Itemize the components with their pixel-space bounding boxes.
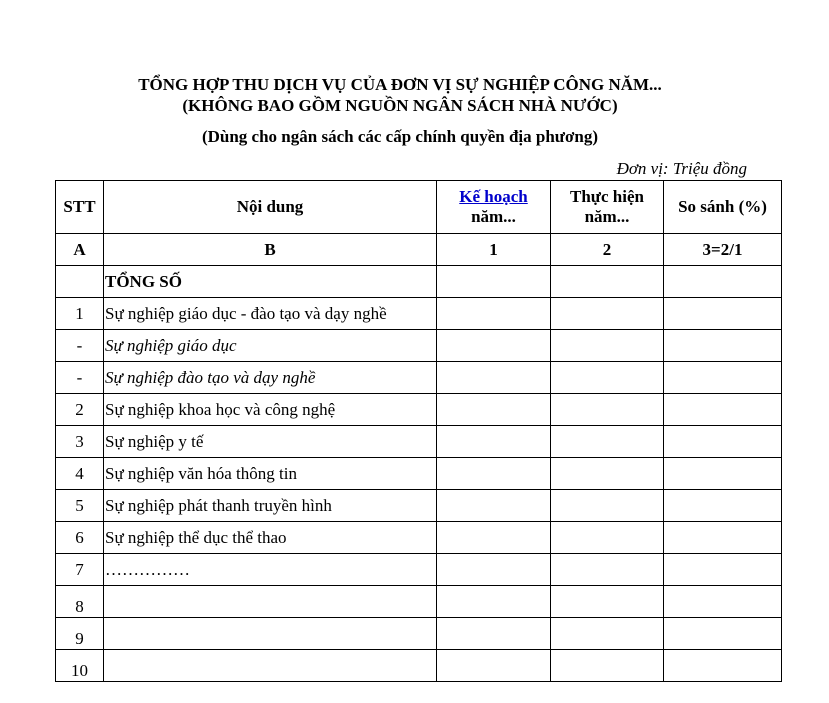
stt-cell: 3 [56, 426, 104, 458]
actual-value-cell [551, 490, 664, 522]
table-row [56, 554, 782, 586]
header-plan [437, 181, 551, 234]
plan-value-cell [437, 458, 551, 490]
table-row [56, 298, 782, 330]
actual-value-cell [551, 554, 664, 586]
plan-value-cell [437, 362, 551, 394]
header-stt: STT [56, 181, 104, 234]
compare-value-cell [664, 266, 782, 298]
stt-cell: 4 [56, 458, 104, 490]
compare-value-cell [664, 650, 782, 682]
stt-cell: 9 [56, 618, 104, 650]
plan-value-cell [437, 586, 551, 618]
compare-value-cell [664, 618, 782, 650]
actual-value-cell [551, 522, 664, 554]
table-row [56, 618, 782, 650]
actual-value-cell [551, 298, 664, 330]
compare-value-cell [664, 458, 782, 490]
content-cell: Sự nghiệp giáo dục - đào tạo và dạy nghề [104, 298, 437, 330]
stt-cell: 5 [56, 490, 104, 522]
table-row [56, 522, 782, 554]
compare-value-cell [664, 522, 782, 554]
unit-label: Đơn vị: Triệu đồng [616, 159, 747, 178]
stt-cell: - [56, 362, 104, 394]
compare-value-cell [664, 330, 782, 362]
table-row [56, 490, 782, 522]
content-cell [104, 618, 437, 650]
plan-value-cell [437, 266, 551, 298]
compare-value-cell [664, 554, 782, 586]
plan-value-cell [437, 554, 551, 586]
table-row [56, 362, 782, 394]
actual-value-cell [551, 426, 664, 458]
content-cell: Sự nghiệp giáo dục [104, 330, 437, 362]
plan-value-cell [437, 490, 551, 522]
actual-value-cell [551, 394, 664, 426]
index-cell: 1 [437, 234, 551, 266]
compare-value-cell [664, 362, 782, 394]
header-compare: So sánh (%) [664, 181, 782, 234]
compare-value-cell [664, 490, 782, 522]
table-row [56, 394, 782, 426]
actual-value-cell [551, 586, 664, 618]
content-cell: …………… [104, 554, 437, 586]
content-cell: TỔNG SỐ [104, 266, 437, 298]
plan-value-cell [437, 394, 551, 426]
plan-value-cell [437, 650, 551, 682]
table-row [56, 586, 782, 618]
plan-value-cell [437, 522, 551, 554]
stt-cell: 1 [56, 298, 104, 330]
index-cell: 3=2/1 [664, 234, 782, 266]
revenue-table [55, 180, 782, 682]
table-row [56, 426, 782, 458]
header-content: Nội dung [104, 181, 437, 234]
table-row [56, 330, 782, 362]
document-title: TỔNG HỢP THU DỊCH VỤ CỦA ĐƠN VỊ SỰ NGHIỆP CÔNG NĂM... [138, 75, 662, 94]
plan-suffix: năm... [471, 207, 516, 226]
index-row [56, 234, 782, 266]
actual-value-cell [551, 266, 664, 298]
plan-value-cell [437, 330, 551, 362]
actual-value-cell [551, 362, 664, 394]
plan-value-cell [437, 298, 551, 330]
stt-cell: 7 [56, 554, 104, 586]
index-cell: A [56, 234, 104, 266]
content-cell: Sự nghiệp y tế [104, 426, 437, 458]
content-cell: Sự nghiệp phát thanh truyền hình [104, 490, 437, 522]
compare-value-cell [664, 298, 782, 330]
actual-value-cell [551, 650, 664, 682]
table-row [56, 266, 782, 298]
content-cell: Sự nghiệp khoa học và công nghệ [104, 394, 437, 426]
table-row [56, 458, 782, 490]
table-row [56, 650, 782, 682]
document-subtitle: (Dùng cho ngân sách các cấp chính quyền địa phương) [201, 127, 599, 146]
document-title-line2: (KHÔNG BAO GỒM NGUỒN NGÂN SÁCH NHÀ NƯỚC) [182, 96, 618, 115]
stt-cell [56, 266, 104, 298]
compare-value-cell [664, 586, 782, 618]
compare-value-cell [664, 394, 782, 426]
plan-value-cell [437, 426, 551, 458]
actual-value-cell [551, 618, 664, 650]
plan-value-cell [437, 618, 551, 650]
content-cell: Sự nghiệp văn hóa thông tin [104, 458, 437, 490]
stt-cell: - [56, 330, 104, 362]
content-cell [104, 650, 437, 682]
stt-cell: 6 [56, 522, 104, 554]
stt-cell: 10 [56, 650, 104, 682]
actual-value-cell [551, 330, 664, 362]
index-cell: 2 [551, 234, 664, 266]
stt-cell: 8 [56, 586, 104, 618]
header-actual [551, 181, 664, 234]
header-row [56, 181, 782, 234]
content-cell: Sự nghiệp đào tạo và dạy nghề [104, 362, 437, 394]
index-cell: B [104, 234, 437, 266]
stt-cell: 2 [56, 394, 104, 426]
plan-link[interactable]: Kế hoạch [459, 187, 528, 206]
actual-value-cell [551, 458, 664, 490]
header-actual-label: Thực hiện năm... [570, 187, 644, 226]
content-cell: Sự nghiệp thể dục thể thao [104, 522, 437, 554]
compare-value-cell [664, 426, 782, 458]
content-cell [104, 586, 437, 618]
